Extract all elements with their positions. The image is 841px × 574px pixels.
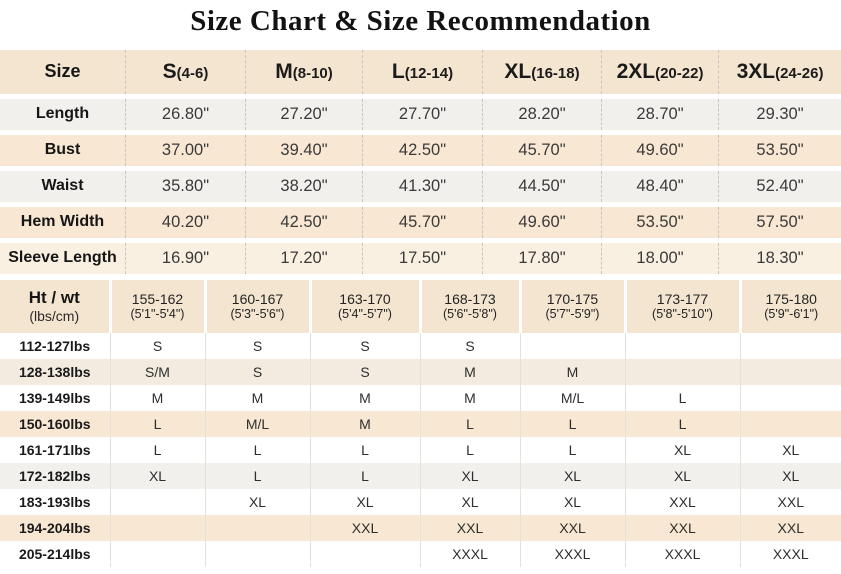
weight-row (0, 463, 841, 489)
size-column-header (245, 50, 362, 94)
height-ft-label: (5'3"-5'6") (207, 307, 309, 321)
height-weight-corner-header (0, 280, 110, 333)
size-column-header (601, 50, 718, 94)
recommended-size-cell: XXL (420, 515, 520, 541)
size-label: S (163, 60, 177, 83)
measurement-label: Length (0, 99, 125, 130)
recommended-size-cell: L (310, 463, 420, 489)
recommended-size-cell: L (520, 437, 625, 463)
recommended-size-cell: L (310, 437, 420, 463)
recommended-size-cell: S (205, 333, 310, 359)
height-ft-label: (5'1"-5'4") (112, 307, 204, 321)
recommended-size-cell: L (420, 437, 520, 463)
recommended-size-cell (625, 333, 740, 359)
weight-row (0, 541, 841, 567)
height-cm-label: 163-170 (312, 291, 419, 308)
recommended-size-cell: L (110, 437, 205, 463)
size-column-header (125, 50, 245, 94)
recommended-size-cell: XL (520, 489, 625, 515)
recommended-size-cell (625, 359, 740, 385)
recommended-size-cell: XL (520, 463, 625, 489)
measurement-value-cell: 39.40" (245, 135, 362, 166)
height-column-header (520, 280, 625, 333)
measurement-value-cell: 45.70" (362, 207, 482, 238)
size-column-header (482, 50, 601, 94)
measurement-label: Sleeve Length (0, 243, 125, 274)
recommended-size-cell: XXXL (740, 541, 841, 567)
weight-label: 205-214lbs (0, 541, 110, 567)
measurement-row (0, 99, 841, 130)
recommended-size-cell (110, 515, 205, 541)
recommended-size-cell: M/L (205, 411, 310, 437)
recommended-size-cell: L (205, 463, 310, 489)
size-chart-table (0, 45, 841, 279)
recommended-size-cell: XXXL (420, 541, 520, 567)
measurement-value-cell: 49.60" (482, 207, 601, 238)
measurement-value-cell: 17.50" (362, 243, 482, 274)
measurement-value-cell: 27.70" (362, 99, 482, 130)
measurement-value-cell: 52.40" (718, 171, 841, 202)
recommended-size-cell: XL (310, 489, 420, 515)
height-cm-label: 155-162 (112, 291, 204, 308)
weight-label: 172-182lbs (0, 463, 110, 489)
recommended-size-cell: M (205, 385, 310, 411)
height-cm-label: 175-180 (742, 291, 841, 308)
size-label: M (275, 60, 293, 83)
weight-label: 112-127lbs (0, 333, 110, 359)
measurement-value-cell: 27.20" (245, 99, 362, 130)
recommended-size-cell: XL (740, 463, 841, 489)
measurement-value-cell: 18.30" (718, 243, 841, 274)
size-label: XL (504, 60, 531, 83)
recommended-size-cell: XL (205, 489, 310, 515)
measurement-label: Bust (0, 135, 125, 166)
recommended-size-cell (310, 541, 420, 567)
height-weight-units-label: (lbs/cm) (0, 309, 109, 324)
size-label: L (392, 60, 405, 83)
recommended-size-cell: S (205, 359, 310, 385)
height-cm-label: 168-173 (422, 291, 519, 308)
recommended-size-cell: L (520, 411, 625, 437)
measurement-value-cell: 41.30" (362, 171, 482, 202)
size-chart-body (0, 99, 841, 274)
height-column-header (740, 280, 841, 333)
weight-row (0, 385, 841, 411)
height-ft-label: (5'4"-5'7") (312, 307, 419, 321)
measurement-value-cell: 26.80" (125, 99, 245, 130)
recommended-size-cell: L (625, 385, 740, 411)
recommended-size-cell: XXL (740, 515, 841, 541)
height-cm-label: 160-167 (207, 291, 309, 308)
size-recommendation-table (0, 280, 841, 567)
recommended-size-cell: L (420, 411, 520, 437)
recommended-size-cell: XL (625, 463, 740, 489)
measurement-value-cell: 53.50" (718, 135, 841, 166)
measurement-value-cell: 35.80" (125, 171, 245, 202)
measurement-label: Hem Width (0, 207, 125, 238)
height-cm-label: 170-175 (522, 291, 624, 308)
measurement-value-cell: 48.40" (601, 171, 718, 202)
recommended-size-cell (740, 411, 841, 437)
recommended-size-cell: L (625, 411, 740, 437)
height-ft-label: (5'6"-5'8") (422, 307, 519, 321)
recommended-size-cell (205, 515, 310, 541)
page-title: Size Chart & Size Recommendation (0, 3, 841, 41)
size-label: 3XL (737, 60, 776, 83)
measurement-value-cell: 42.50" (362, 135, 482, 166)
measurement-label: Waist (0, 171, 125, 202)
weight-label: 150-160lbs (0, 411, 110, 437)
size-range-label: (8-10) (293, 65, 333, 82)
height-column-header (205, 280, 310, 333)
recommended-size-cell: M (310, 385, 420, 411)
recommended-size-cell: M (310, 411, 420, 437)
measurement-value-cell: 18.00" (601, 243, 718, 274)
measurement-value-cell: 38.20" (245, 171, 362, 202)
height-cm-label: 173-177 (627, 291, 739, 308)
size-chart-page (0, 3, 841, 574)
height-ft-label: (5'9"-6'1") (742, 307, 841, 321)
height-ft-label: (5'8"-5'10") (627, 307, 739, 321)
recommended-size-cell: XL (420, 489, 520, 515)
size-column-header (362, 50, 482, 94)
measurement-value-cell: 42.50" (245, 207, 362, 238)
measurement-value-cell: 37.00" (125, 135, 245, 166)
recommended-size-cell: XL (110, 463, 205, 489)
recommended-size-cell: XXL (740, 489, 841, 515)
measurement-value-cell: 28.70" (601, 99, 718, 130)
recommended-size-cell: XXL (520, 515, 625, 541)
recommended-size-cell: L (110, 411, 205, 437)
weight-row (0, 489, 841, 515)
recommended-size-cell: XL (420, 463, 520, 489)
measurement-row (0, 243, 841, 274)
size-range-label: (16-18) (531, 65, 579, 82)
recommended-size-cell (110, 541, 205, 567)
size-range-label: (12-14) (405, 65, 453, 82)
recommendation-body (0, 333, 841, 567)
recommended-size-cell: M (420, 359, 520, 385)
recommended-size-cell (740, 385, 841, 411)
recommended-size-cell: M/L (520, 385, 625, 411)
recommended-size-cell (110, 489, 205, 515)
height-column-header (625, 280, 740, 333)
size-range-label: (24-26) (775, 65, 823, 82)
measurement-value-cell: 29.30" (718, 99, 841, 130)
measurement-row (0, 207, 841, 238)
recommended-size-cell: XXXL (625, 541, 740, 567)
weight-row (0, 359, 841, 385)
recommended-size-cell: M (110, 385, 205, 411)
measurement-value-cell: 17.20" (245, 243, 362, 274)
weight-label: 183-193lbs (0, 489, 110, 515)
recommended-size-cell: M (420, 385, 520, 411)
size-corner-header: Size (0, 50, 125, 94)
weight-label: 139-149lbs (0, 385, 110, 411)
measurement-value-cell: 17.80" (482, 243, 601, 274)
weight-row (0, 515, 841, 541)
recommended-size-cell: L (205, 437, 310, 463)
recommended-size-cell: M (520, 359, 625, 385)
height-ft-label: (5'7"-5'9") (522, 307, 624, 321)
weight-row (0, 411, 841, 437)
size-range-label: (20-22) (655, 65, 703, 82)
height-column-header (110, 280, 205, 333)
recommended-size-cell: XXXL (520, 541, 625, 567)
recommended-size-cell: S/M (110, 359, 205, 385)
size-label: 2XL (617, 60, 656, 83)
height-column-header (310, 280, 420, 333)
weight-label: 194-204lbs (0, 515, 110, 541)
size-chart-header-row (0, 50, 841, 94)
size-column-header (718, 50, 841, 94)
measurement-value-cell: 53.50" (601, 207, 718, 238)
measurement-value-cell: 28.20" (482, 99, 601, 130)
weight-row (0, 437, 841, 463)
measurement-value-cell: 57.50" (718, 207, 841, 238)
measurement-value-cell: 40.20" (125, 207, 245, 238)
measurement-value-cell: 49.60" (601, 135, 718, 166)
weight-row (0, 333, 841, 359)
recommended-size-cell: S (110, 333, 205, 359)
recommended-size-cell (740, 333, 841, 359)
height-column-header (420, 280, 520, 333)
recommendation-header-row (0, 280, 841, 333)
weight-label: 128-138lbs (0, 359, 110, 385)
measurement-row (0, 171, 841, 202)
measurement-value-cell: 45.70" (482, 135, 601, 166)
recommended-size-cell: XL (740, 437, 841, 463)
measurement-value-cell: 44.50" (482, 171, 601, 202)
weight-label: 161-171lbs (0, 437, 110, 463)
recommended-size-cell: S (310, 333, 420, 359)
recommended-size-cell (205, 541, 310, 567)
recommended-size-cell: XXL (625, 489, 740, 515)
recommended-size-cell (740, 359, 841, 385)
measurement-row (0, 135, 841, 166)
size-range-label: (4-6) (177, 65, 209, 82)
recommended-size-cell: S (310, 359, 420, 385)
recommended-size-cell: S (420, 333, 520, 359)
recommended-size-cell (520, 333, 625, 359)
recommended-size-cell: XXL (310, 515, 420, 541)
height-weight-label: Ht / wt (0, 288, 109, 308)
recommended-size-cell: XXL (625, 515, 740, 541)
recommended-size-cell: XL (625, 437, 740, 463)
measurement-value-cell: 16.90" (125, 243, 245, 274)
